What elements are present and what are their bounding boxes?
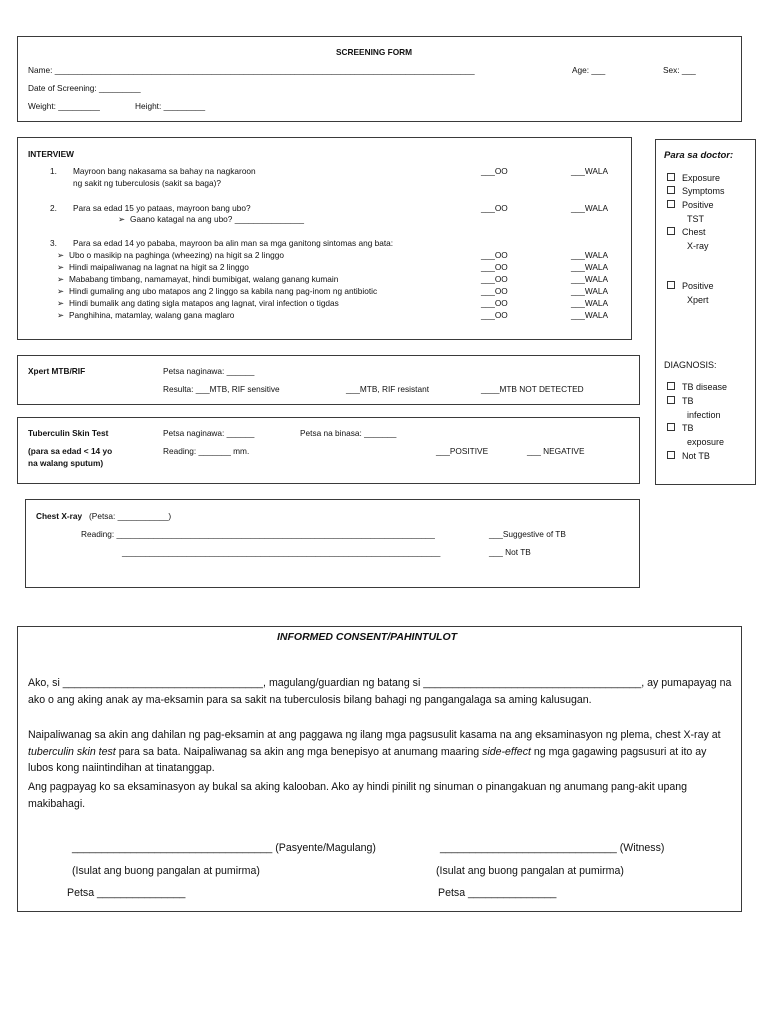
witness-date-field[interactable]: Petsa _______________ bbox=[438, 887, 557, 899]
name-field[interactable]: Name: ___________________________________________________________________________________________ bbox=[28, 65, 475, 75]
checkbox-icon[interactable] bbox=[667, 200, 675, 208]
xpert-section bbox=[17, 355, 640, 405]
symptom-wala[interactable]: ___WALA bbox=[571, 274, 609, 284]
q2-number: 2. bbox=[50, 203, 57, 213]
interview-title: INTERVIEW bbox=[28, 149, 74, 159]
screening-title: SCREENING FORM bbox=[336, 47, 413, 57]
consent-paragraph-3: Ang pagpayag ko sa eksaminasyon ay bukal sa aking kalooban. Ako ay hindi pinilit ng sinuman o pinangakuan ng anumang pang-akit upang makibahagi. bbox=[28, 781, 688, 810]
q2-wala[interactable]: ___WALA bbox=[571, 203, 609, 213]
checkbox-icon[interactable] bbox=[667, 396, 675, 404]
q1-text-cont: ng sakit ng tuberculosis (sakit sa baga)? bbox=[73, 178, 222, 188]
symptom-wala[interactable]: ___WALA bbox=[571, 250, 609, 260]
height-field[interactable]: Height: _________ bbox=[135, 101, 206, 111]
xpert-result-sensitive[interactable]: Resulta: ___MTB, RIF sensitive bbox=[163, 384, 280, 394]
diagnosis-not-tb[interactable]: Not TB bbox=[667, 450, 710, 464]
q2-oo[interactable]: ___OO bbox=[481, 203, 508, 213]
symptom-oo[interactable]: ___OO bbox=[481, 310, 508, 320]
q2-text: Para sa edad 15 yo pataas, mayroon bang ubo? bbox=[73, 203, 251, 213]
symptom-item: ➢ Panghihina, matamlay, walang gana maglaro bbox=[57, 310, 235, 320]
signature-witness-instruction: (Isulat ang buong pangalan at pumirma) bbox=[436, 865, 624, 877]
arrow-icon: ➢ bbox=[57, 310, 64, 320]
symptom-wala[interactable]: ___WALA bbox=[571, 262, 609, 272]
xpert-date-field[interactable]: Petsa naginawa: ______ bbox=[163, 366, 255, 376]
tst-title: Tuberculin Skin Test bbox=[28, 428, 109, 438]
xray-not-tb[interactable]: ___ Not TB bbox=[489, 547, 531, 557]
doctor-opt-positive-tst[interactable]: Positive TST bbox=[667, 199, 714, 226]
xpert-result-not-detected[interactable]: ____MTB NOT DETECTED bbox=[481, 384, 584, 394]
diagnosis-tb-disease[interactable]: TB disease bbox=[667, 381, 727, 395]
checkbox-icon[interactable] bbox=[667, 281, 675, 289]
symptom-item: ➢ Ubo o masikip na paghinga (wheezing) na higit sa 2 linggo bbox=[57, 250, 284, 260]
symptom-oo[interactable]: ___OO bbox=[481, 274, 508, 284]
signature-patient-instruction: (Isulat ang buong pangalan at pumirma) bbox=[72, 865, 260, 877]
xray-header bbox=[36, 511, 171, 522]
xray-title: Chest X-ray bbox=[36, 511, 83, 521]
arrow-icon: ➢ bbox=[57, 250, 64, 260]
diagnosis-title: DIAGNOSIS: bbox=[664, 360, 717, 370]
q1-oo[interactable]: ___OO bbox=[481, 166, 508, 176]
signature-patient-line[interactable]: __________________________________ (Pasyente/Magulang) bbox=[72, 842, 376, 854]
signature-witness-line[interactable]: ______________________________ (Witness) bbox=[440, 842, 665, 854]
arrow-icon: ➢ bbox=[57, 286, 64, 296]
consent-paragraph-2: Naipaliwanag sa akin ang dahilan ng pag-eksamin at ang paggawa ng ilang mga pagsusulit kasama na ang eksaminasyon ng plema, chest X-ray at tuberculin skin test para sa bata. Naipaliwanag sa akin ang mga benepisyo at anumang maaring side-effect ng mga gagawing pagsusuri at ito ay lubos kong naiintindihan at tinatanggap. bbox=[28, 729, 721, 774]
arrow-icon: ➢ bbox=[57, 274, 64, 284]
xpert-title: Xpert MTB/RIF bbox=[28, 366, 86, 376]
q3-text: Para sa edad 14 yo pababa, mayroon ba alin man sa mga ganitong sintomas ang bata: bbox=[73, 238, 394, 248]
checkbox-icon[interactable] bbox=[667, 382, 675, 390]
symptom-wala[interactable]: ___WALA bbox=[571, 298, 609, 308]
q2-sub bbox=[118, 214, 304, 225]
symptom-oo[interactable]: ___OO bbox=[481, 298, 508, 308]
diagnosis-tb-exposure[interactable]: TB exposure bbox=[667, 422, 724, 449]
tst-reading-field[interactable]: Reading: _______ mm. bbox=[163, 446, 250, 456]
arrow-icon: ➢ bbox=[57, 298, 64, 308]
checkbox-icon[interactable] bbox=[667, 173, 675, 181]
doctor-opt-positive-xpert[interactable]: Positive Xpert bbox=[667, 280, 714, 307]
doctor-opt-chest-xray[interactable]: Chest X-ray bbox=[667, 226, 709, 253]
consent-title: INFORMED CONSENT/PAHINTULOT bbox=[277, 631, 458, 643]
symptom-oo[interactable]: ___OO bbox=[481, 250, 508, 260]
tst-negative[interactable]: ___ NEGATIVE bbox=[527, 446, 585, 456]
doctor-opt-exposure[interactable]: Exposure bbox=[667, 172, 720, 186]
arrow-icon: ➢ bbox=[118, 214, 125, 224]
tst-read-date-field[interactable]: Petsa na binasa: _______ bbox=[300, 428, 397, 438]
q2-sub-text[interactable]: Gaano katagal na ang ubo? _______________ bbox=[130, 214, 304, 224]
symptom-item: ➢ Mababang timbang, namamayat, hindi bumibigat, walang ganang kumain bbox=[57, 274, 339, 284]
xray-reading-field[interactable]: Reading: _____________________________________________________________________ bbox=[81, 529, 435, 539]
xray-reading-line2[interactable]: _____________________________________________________________________ bbox=[122, 547, 441, 557]
checkbox-icon[interactable] bbox=[667, 227, 675, 235]
age-field[interactable]: Age: ___ bbox=[572, 65, 606, 75]
symptom-item: ➢ Hindi bumalik ang dating sigla matapos ang lagnat, viral infection o tigdas bbox=[57, 298, 339, 308]
diagnosis-tb-infection[interactable]: TB infection bbox=[667, 395, 721, 422]
tst-note: (para sa edad < 14 yo bbox=[28, 446, 113, 456]
q1-wala[interactable]: ___WALA bbox=[571, 166, 609, 176]
tst-date-field[interactable]: Petsa naginawa: ______ bbox=[163, 428, 255, 438]
symptom-oo[interactable]: ___OO bbox=[481, 262, 508, 272]
tst-note-cont: na walang sputum) bbox=[28, 458, 104, 468]
checkbox-icon[interactable] bbox=[667, 451, 675, 459]
symptom-item: ➢ Hindi maipaliwanag na lagnat na higit sa 2 linggo bbox=[57, 262, 249, 272]
symptom-item: ➢ Hindi gumaling ang ubo matapos ang 2 linggo sa kabila nang pag-inom ng antibiotic bbox=[57, 286, 378, 296]
symptom-wala[interactable]: ___WALA bbox=[571, 310, 609, 320]
symptom-wala[interactable]: ___WALA bbox=[571, 286, 609, 296]
checkbox-icon[interactable] bbox=[667, 423, 675, 431]
xpert-result-resistant[interactable]: ___MTB, RIF resistant bbox=[346, 384, 429, 394]
q1-text: Mayroon bang nakasama sa bahay na nagkaroon bbox=[73, 166, 256, 176]
q3-number: 3. bbox=[50, 238, 57, 248]
date-of-screening-field[interactable]: Date of Screening: _________ bbox=[28, 83, 141, 93]
arrow-icon: ➢ bbox=[57, 262, 64, 272]
doctor-opt-symptoms[interactable]: Symptoms bbox=[667, 185, 725, 199]
xray-date-field[interactable]: (Petsa: ___________) bbox=[89, 511, 172, 521]
symptom-oo[interactable]: ___OO bbox=[481, 286, 508, 296]
checkbox-icon[interactable] bbox=[667, 186, 675, 194]
consent-paragraph-1: Ako, si __________________________________, magulang/guardian ng batang si _____________________________________, ay pumapayag na ako o ang aking anak ay ma-eksamin para sa sakit na tuberculosis bilang bahagi ng pangangalaga sa aming kalusugan. bbox=[28, 677, 732, 706]
q1-number: 1. bbox=[50, 166, 57, 176]
sex-field[interactable]: Sex: ___ bbox=[663, 65, 696, 75]
patient-date-field[interactable]: Petsa _______________ bbox=[67, 887, 186, 899]
tst-positive[interactable]: ___POSITIVE bbox=[436, 446, 489, 456]
weight-field[interactable]: Weight: _________ bbox=[28, 101, 100, 111]
xray-suggestive[interactable]: ___Suggestive of TB bbox=[489, 529, 566, 539]
doctor-title: Para sa doctor: bbox=[664, 150, 734, 161]
